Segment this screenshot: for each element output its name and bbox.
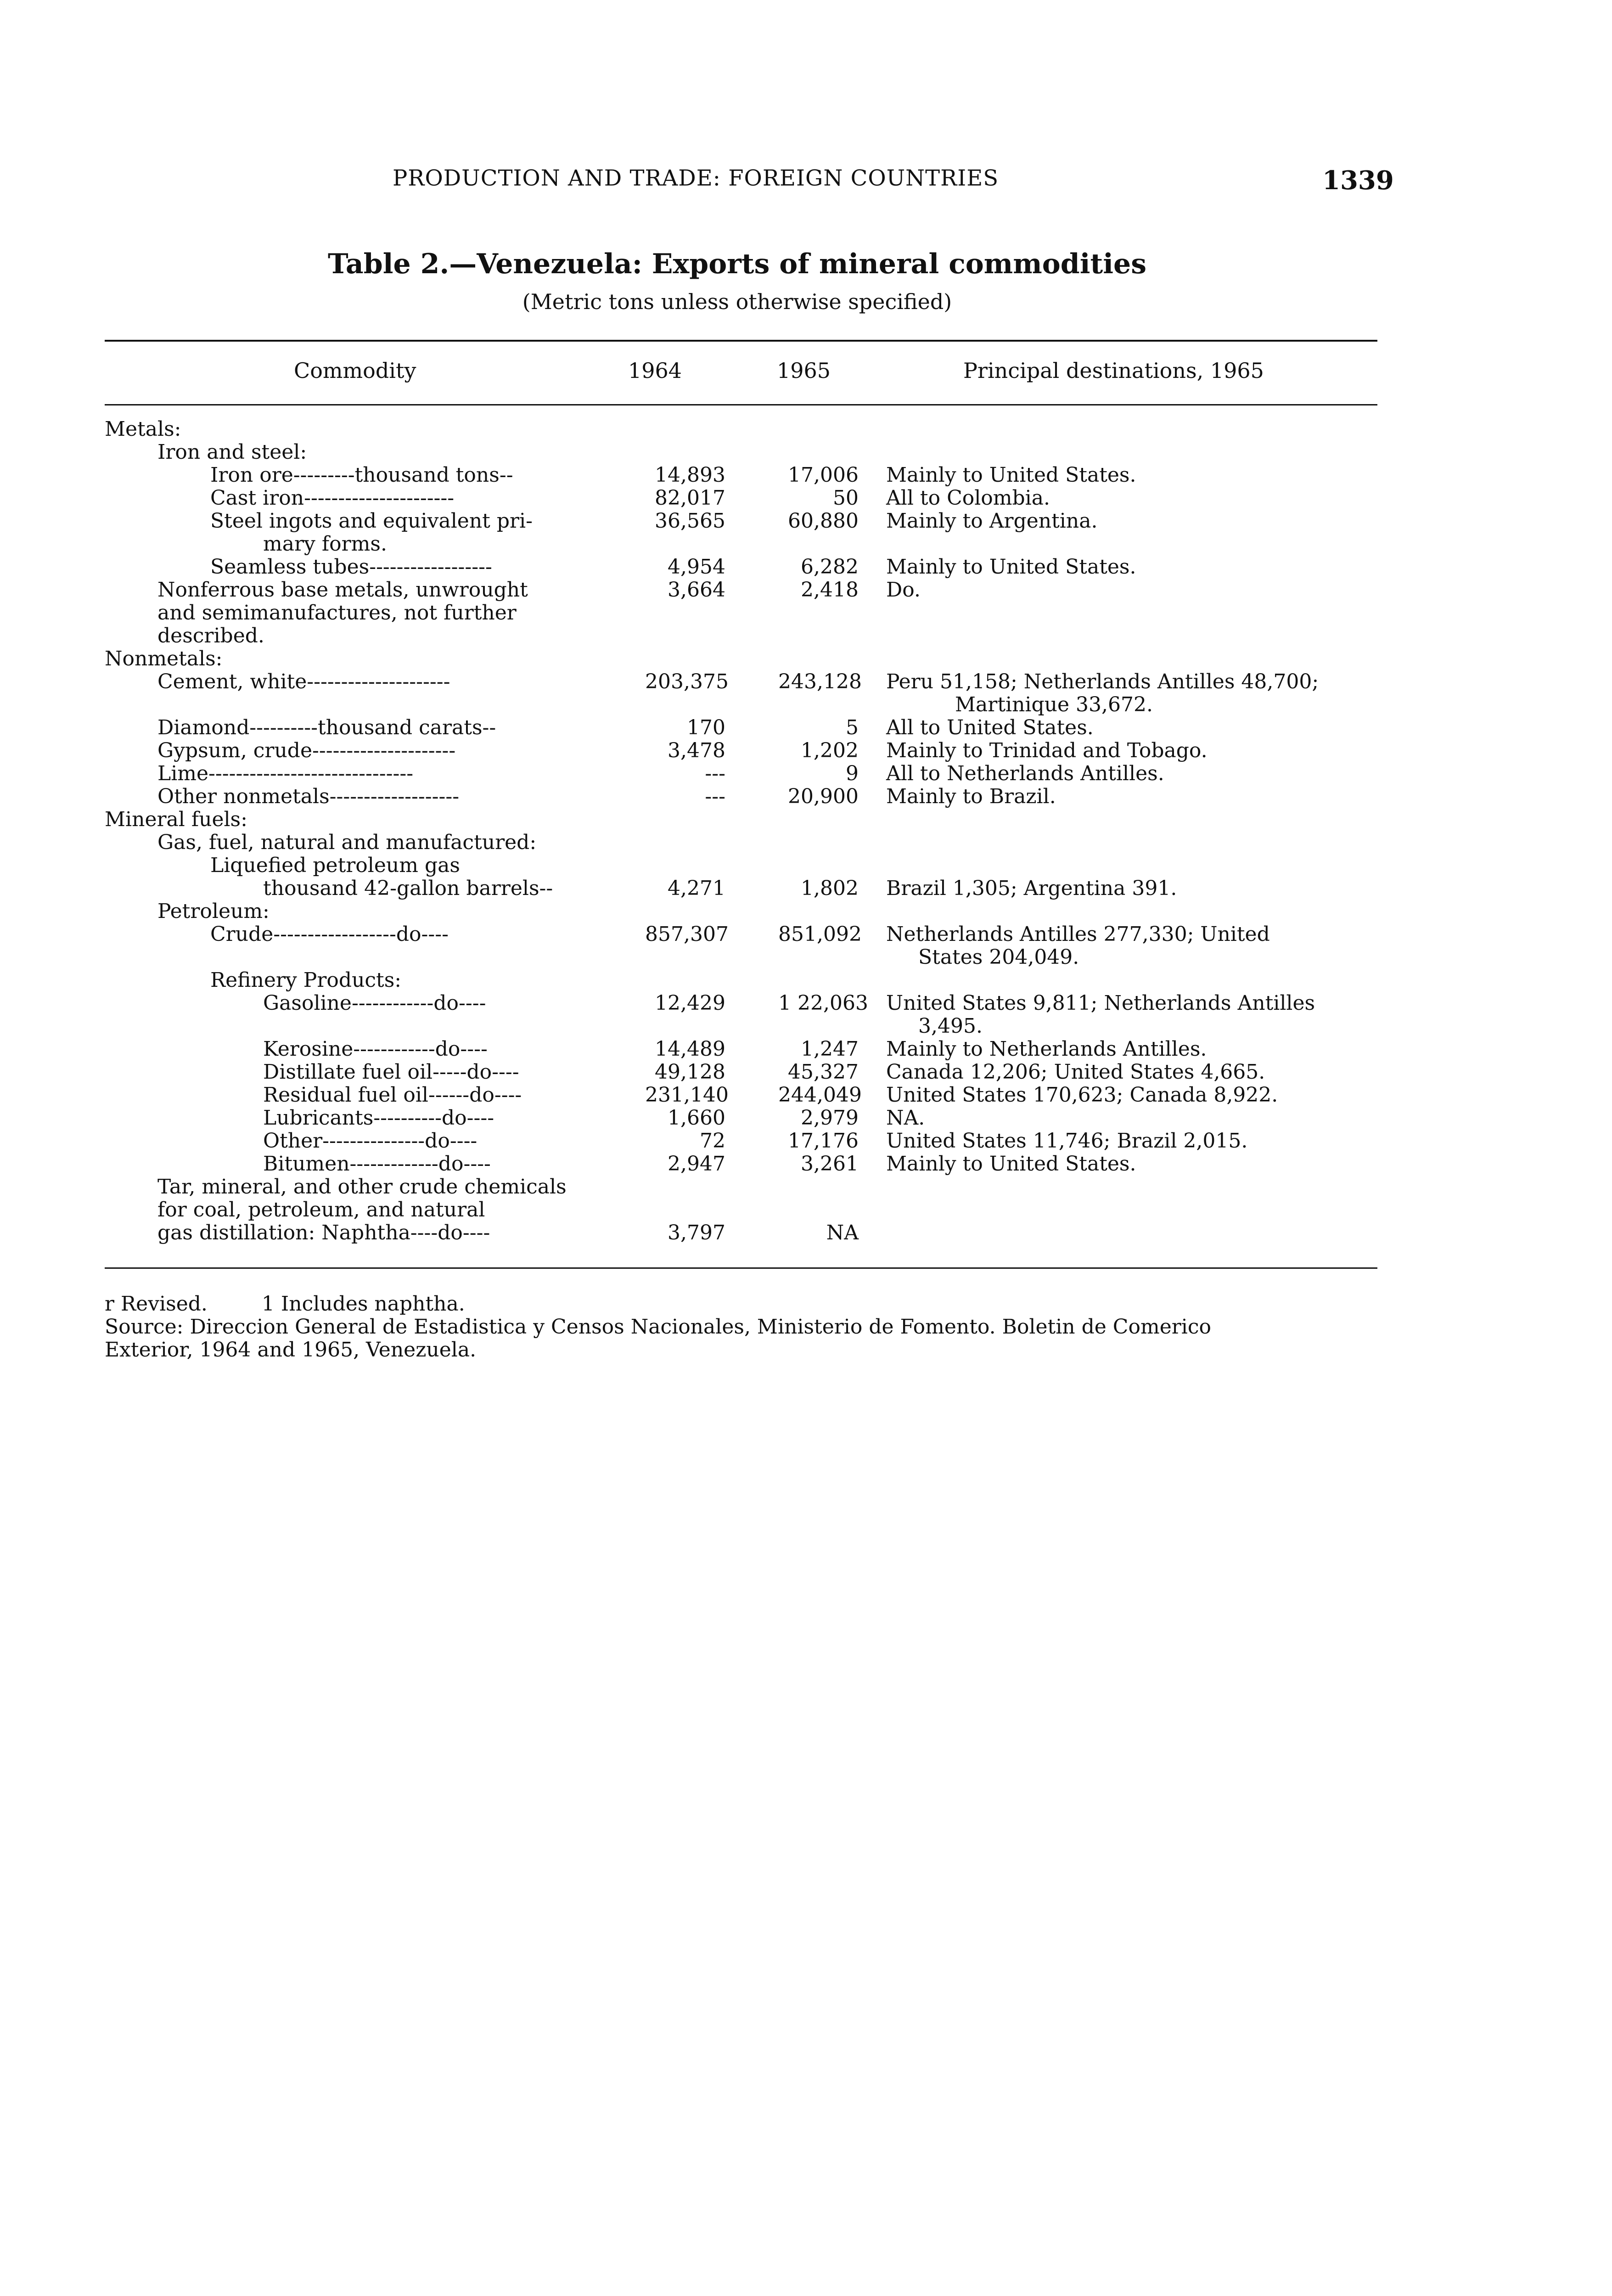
destination-cell: All to Netherlands Antilles. [886, 762, 1164, 785]
value-1965-cell: 20,900 [788, 785, 859, 808]
value-1964-cell: 3,478 [668, 739, 725, 762]
value-1964-cell: 3,664 [668, 578, 725, 602]
footnotes [105, 1293, 1381, 1362]
commodity-cell: Nonmetals: [105, 647, 223, 670]
value-1964-cell: 203,375 [645, 670, 729, 693]
value-1965-cell: 6,282 [801, 555, 859, 579]
value-1964-cell: 82,017 [655, 486, 725, 510]
footnote-1: 1 Includes naphtha. [261, 1292, 465, 1316]
value-1964-cell: 170 [687, 716, 725, 739]
value-1965-cell: 3,261 [801, 1152, 859, 1176]
value-1965-cell: 50 [833, 486, 859, 510]
destination-cell: Mainly to Netherlands Antilles. [886, 1037, 1207, 1061]
table-header-rule [105, 404, 1377, 405]
table-header-row [0, 358, 1474, 386]
commodity-cell: Nonferrous base metals, unwrought [157, 579, 528, 602]
commodity-cell: Crude------------------do---- [210, 923, 449, 946]
value-1965-cell: 5 [846, 716, 859, 739]
commodity-cell: Other nonmetals------------------- [157, 785, 460, 808]
value-1965-cell: NA [826, 1221, 859, 1244]
commodity-cell: and semimanufactures, not further [157, 602, 517, 625]
destination-cell: States 204,049. [918, 945, 1079, 969]
destination-cell: Martinique 33,672. [955, 693, 1153, 716]
commodity-cell: Bitumen-------------do---- [263, 1153, 491, 1176]
value-1964-cell: 3,797 [668, 1221, 725, 1244]
value-1964-cell: 72 [700, 1129, 725, 1153]
commodity-cell: Seamless tubes------------------ [210, 556, 492, 579]
commodity-cell: Other---------------do---- [263, 1130, 477, 1153]
value-1964-cell: 14,893 [655, 463, 725, 487]
commodity-cell: thousand 42-gallon barrels-- [263, 877, 553, 900]
commodity-cell: Cement, white--------------------- [157, 670, 450, 693]
commodity-cell: Cast iron---------------------- [210, 487, 455, 510]
page-number: 1339 [1322, 165, 1394, 196]
commodity-cell: gas distillation: Naphtha----do---- [157, 1221, 490, 1244]
value-1965-cell: 244,049 [778, 1083, 862, 1107]
commodity-cell: Lubricants----------do---- [263, 1107, 494, 1130]
destination-cell: United States 9,811; Netherlands Antilles [886, 991, 1315, 1015]
value-1964-cell: 231,140 [645, 1083, 729, 1107]
value-1964-cell: 12,429 [655, 991, 725, 1015]
value-1965-cell: 2,418 [801, 578, 859, 602]
value-1965-cell: 60,880 [788, 509, 859, 533]
destination-cell: 3,495. [918, 1014, 983, 1038]
value-1964-cell: 14,489 [655, 1037, 725, 1061]
commodity-cell: Residual fuel oil------do---- [263, 1084, 522, 1107]
value-1965-cell: 1 22,063 [778, 991, 868, 1015]
value-1964-cell: --- [705, 762, 725, 785]
commodity-cell: Metals: [105, 418, 181, 441]
value-1964-cell: 2,947 [668, 1152, 725, 1176]
value-1964-cell: 1,660 [668, 1106, 725, 1130]
source-line-2: Exterior, 1964 and 1965, Venezuela. [105, 1338, 477, 1362]
commodity-cell: Iron ore---------thousand tons-- [210, 464, 513, 487]
value-1965-cell: 17,176 [788, 1129, 859, 1153]
destination-cell: Mainly to Brazil. [886, 785, 1056, 808]
destination-cell: Mainly to United States. [886, 463, 1136, 487]
commodity-cell: described. [157, 625, 264, 647]
column-header-commodity: Commodity [294, 358, 416, 383]
value-1964-cell: 36,565 [655, 509, 725, 533]
destination-cell: Canada 12,206; United States 4,665. [886, 1060, 1265, 1084]
table-subtitle: (Metric tons unless otherwise specified) [522, 289, 952, 314]
commodity-cell: Gas, fuel, natural and manufactured: [157, 831, 537, 854]
value-1964-cell: 857,307 [645, 923, 729, 946]
value-1964-cell: 4,271 [668, 877, 725, 900]
destination-cell: NA. [886, 1106, 925, 1130]
value-1964-cell: 49,128 [655, 1060, 725, 1084]
destination-cell: Mainly to Argentina. [886, 509, 1098, 533]
destination-cell: United States 11,746; Brazil 2,015. [886, 1129, 1248, 1153]
value-1965-cell: 1,247 [801, 1037, 859, 1061]
commodity-cell: Distillate fuel oil-----do---- [263, 1061, 519, 1084]
value-1965-cell: 1,202 [801, 739, 859, 762]
column-header-1964: 1964 [628, 358, 682, 383]
column-header-1965: 1965 [777, 358, 831, 383]
value-1965-cell: 851,092 [778, 923, 862, 946]
table-top-rule [105, 340, 1377, 342]
destination-cell: Brazil 1,305; Argentina 391. [886, 877, 1177, 900]
destination-cell: All to United States. [886, 716, 1094, 739]
column-header-destinations: Principal destinations, 1965 [963, 358, 1264, 383]
commodity-cell: Refinery Products: [210, 969, 402, 992]
value-1965-cell: 17,006 [788, 463, 859, 487]
commodity-cell: Diamond----------thousand carats-- [157, 716, 496, 739]
table-title: Table 2.—Venezuela: Exports of mineral commodities [327, 248, 1146, 280]
commodity-cell: Tar, mineral, and other crude chemicals [157, 1176, 567, 1199]
commodity-cell: Lime------------------------------ [157, 762, 414, 785]
source-line-1: Source: Direccion General de Estadistica y Censos Nacionales, Ministerio de Fomento. Boletin de Comerico [105, 1315, 1211, 1339]
commodity-cell: Liquefied petroleum gas [210, 854, 460, 877]
commodity-cell: Petroleum: [157, 900, 270, 923]
destination-cell: Peru 51,158; Netherlands Antilles 48,700; [886, 670, 1319, 693]
value-1964-cell: --- [705, 785, 725, 808]
destination-cell: Mainly to United States. [886, 555, 1136, 579]
commodity-cell: Gasoline------------do---- [263, 992, 486, 1015]
commodity-cell: Gypsum, crude--------------------- [157, 739, 456, 762]
destination-cell: Mainly to Trinidad and Tobago. [886, 739, 1208, 762]
commodity-cell: for coal, petroleum, and natural [157, 1199, 485, 1221]
value-1965-cell: 9 [846, 762, 859, 785]
value-1965-cell: 2,979 [801, 1106, 859, 1130]
destination-cell: All to Colombia. [886, 486, 1050, 510]
commodity-cell: Kerosine------------do---- [263, 1038, 488, 1061]
value-1965-cell: 45,327 [788, 1060, 859, 1084]
value-1964-cell: 4,954 [668, 555, 725, 579]
destination-cell: United States 170,623; Canada 8,922. [886, 1083, 1278, 1107]
value-1965-cell: 243,128 [778, 670, 862, 693]
table-bottom-rule [105, 1267, 1377, 1269]
destination-cell: Do. [886, 578, 921, 602]
running-head: PRODUCTION AND TRADE: FOREIGN COUNTRIES [393, 165, 999, 191]
commodity-cell: Steel ingots and equivalent pri- [210, 510, 533, 533]
commodity-cell: Iron and steel: [157, 441, 307, 464]
destination-cell: Mainly to United States. [886, 1152, 1136, 1176]
value-1965-cell: 1,802 [801, 877, 859, 900]
destination-cell: Netherlands Antilles 277,330; United [886, 923, 1270, 946]
commodity-cell: Mineral fuels: [105, 808, 247, 831]
footnote-revised: r Revised. [105, 1292, 208, 1316]
commodity-cell: mary forms. [263, 533, 387, 556]
